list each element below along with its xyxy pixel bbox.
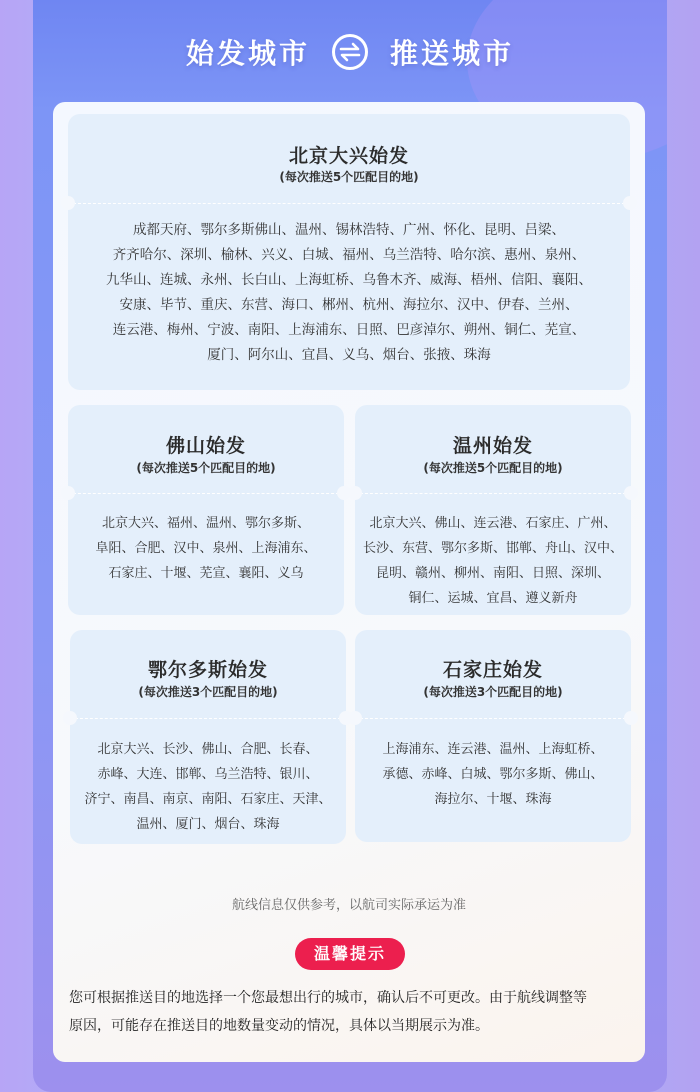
card-title: 佛山始发 — [165, 435, 246, 457]
card-divider — [68, 203, 630, 204]
card-beijing-daxing — [68, 114, 630, 390]
destination-list — [355, 511, 631, 611]
header — [33, 22, 667, 82]
content-panel — [53, 102, 645, 1062]
destination-line: 温州、厦门、烟台、珠海 — [136, 817, 280, 832]
tips-line: 您可根据推送目的地选择一个您最想出行的城市，确认后不可更改。由于航线调整等 — [69, 990, 587, 1006]
destination-line: 连云港、梅州、宁波、南阳、上海浦东、日照、巴彦淖尔、朔州、铜仁、芜宣、 — [112, 322, 586, 338]
card-notch-left — [61, 196, 75, 210]
card-notch-left — [63, 711, 77, 725]
destination-line: 承德、赤峰、白城、鄂尔多斯、佛山、 — [382, 767, 604, 782]
card-notch-left — [348, 486, 362, 500]
card-subtitle: (每次推送3个匹配目的地) — [423, 685, 563, 699]
destination-line: 上海浦东、连云港、温州、上海虹桥、 — [382, 742, 604, 757]
push-city-title: 推送城市 — [390, 37, 515, 70]
destination-line: 北京大兴、长沙、佛山、合肥、长春、 — [97, 742, 319, 757]
destination-line: 厦门、阿尔山、宜昌、义乌、烟台、张掖、珠海 — [207, 347, 491, 363]
card-wenzhou — [355, 405, 631, 615]
card-subtitle: (每次推送5个匹配目的地) — [279, 170, 419, 184]
card-notch-left — [61, 486, 75, 500]
destination-line: 赤峰、大连、邯郸、乌兰浩特、银川、 — [97, 767, 319, 782]
destination-line: 安康、毕节、重庆、东营、海口、郴州、杭州、海拉尔、汉中、伊春、兰州、 — [119, 297, 579, 313]
destination-line: 齐齐哈尔、深圳、榆林、兴义、白城、福州、乌兰浩特、哈尔滨、惠州、泉州、 — [112, 247, 586, 263]
card-subtitle: (每次推送3个匹配目的地) — [138, 685, 278, 699]
card-shijiazhuang — [355, 630, 631, 842]
card-subtitle: (每次推送5个匹配目的地) — [136, 461, 276, 475]
card-notch-right — [624, 711, 638, 725]
card-foshan — [68, 405, 344, 615]
card-title: 温州始发 — [452, 435, 533, 457]
destination-list — [68, 218, 630, 368]
destination-list — [355, 737, 631, 812]
card-divider — [70, 718, 346, 719]
destination-line: 北京大兴、佛山、连云港、石家庄、广州、 — [369, 516, 617, 531]
tips-line: 原因，可能存在推送目的地数量变动的情况，具体以当期展示为准。 — [69, 1018, 489, 1034]
card-title: 北京大兴始发 — [288, 145, 409, 167]
route-disclaimer: 航线信息仅供参考，以航司实际承运为准 — [231, 898, 466, 913]
card-subtitle: (每次推送5个匹配目的地) — [423, 461, 563, 475]
destination-line: 成都天府、鄂尔多斯佛山、温州、锡林浩特、广州、怀化、昆明、吕梁、 — [133, 222, 565, 238]
destination-list — [70, 737, 346, 837]
card-notch-right — [623, 196, 637, 210]
destination-line: 长沙、东营、鄂尔多斯、邯郸、舟山、汉中、 — [362, 541, 623, 556]
card-notch-left — [348, 711, 362, 725]
origin-city-title: 始发城市 — [185, 37, 310, 70]
swap-arrows-icon — [332, 34, 368, 70]
card-divider — [355, 493, 631, 494]
destination-line: 北京大兴、福州、温州、鄂尔多斯、 — [101, 516, 310, 531]
card-title: 石家庄始发 — [442, 659, 543, 681]
destination-line: 九华山、连城、永州、长白山、上海虹桥、乌鲁木齐、威海、梧州、信阳、襄阳、 — [106, 272, 592, 288]
card-title: 鄂尔多斯始发 — [147, 659, 268, 681]
card-ordos — [70, 630, 346, 844]
destination-line: 石家庄、十堰、芜宣、襄阳、义乌 — [108, 566, 304, 581]
destination-line: 海拉尔、十堰、珠海 — [434, 792, 552, 807]
destination-line: 昆明、赣州、柳州、南阳、日照、深圳、 — [375, 566, 610, 581]
card-divider — [68, 493, 344, 494]
card-notch-right — [624, 486, 638, 500]
tips-text — [69, 984, 633, 1040]
tips-badge: 温馨提示 — [295, 938, 405, 970]
destination-line: 铜仁、运城、宜昌、遵义新舟 — [408, 591, 578, 606]
destination-list — [68, 511, 344, 586]
destination-line: 阜阳、合肥、汉中、泉州、上海浦东、 — [95, 541, 317, 556]
destination-line: 济宁、南昌、南京、南阳、石家庄、天津、 — [84, 792, 332, 807]
card-divider — [355, 718, 631, 719]
